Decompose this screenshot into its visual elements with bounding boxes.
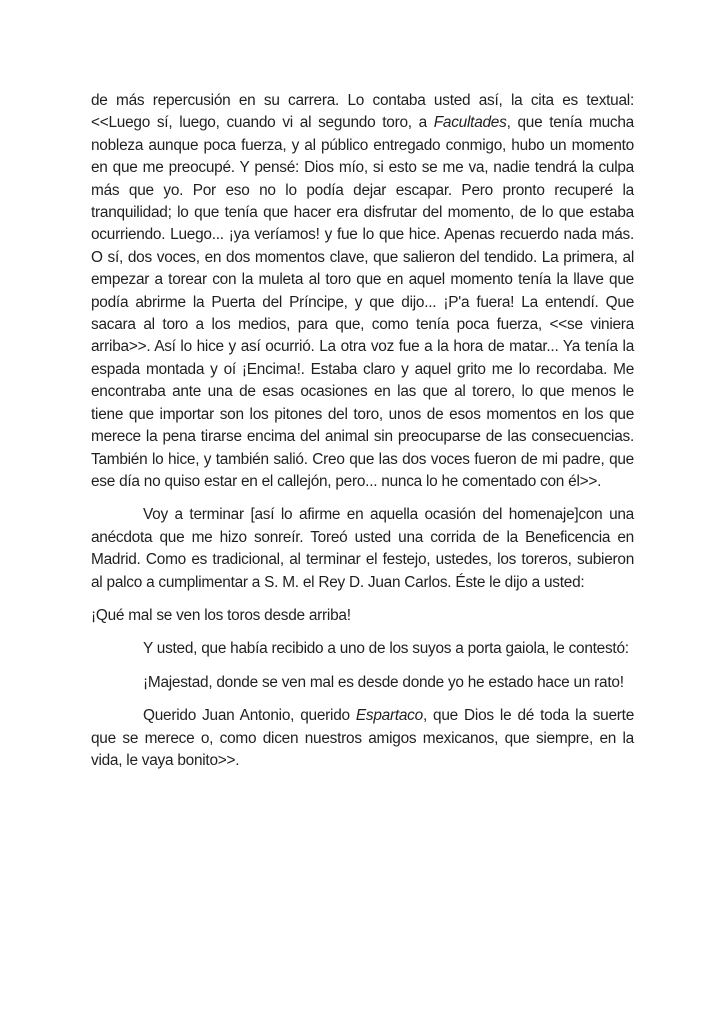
- text-run: ¡Qué mal se ven los toros desde arriba!: [91, 606, 351, 624]
- text-run: Y usted, que había recibido a uno de los suyos a porta gaiola, le contestó:: [143, 640, 629, 658]
- text-run: , que Dios le dé toda la suerte que se merece o, como dicen nuestros amigos mexicanos, que siempre, en la vida, le vaya bonito>>.: [91, 707, 634, 769]
- text-run: Querido Juan Antonio, querido: [143, 707, 356, 725]
- text-run: de más repercusión en su carrera. Lo contaba usted así, la cita es textual: <<Luego sí, luego, cuando vi al segundo toro, a: [91, 92, 634, 132]
- response-intro-paragraph: [91, 638, 634, 660]
- document-text-block: [91, 90, 634, 772]
- text-run-italic-facultades: Facultades: [433, 114, 507, 132]
- text-run: ¡Majestad, donde se ven mal es desde donde yo he estado hace un rato!: [143, 673, 624, 691]
- torero-reply-paragraph: [91, 672, 634, 694]
- king-quote-paragraph: [91, 605, 634, 627]
- text-run: Voy a terminar [así lo afirme en aquella ocasión del homenaje]con una anécdota que me hizo sonreír. Toreó usted una corrida de la Beneficencia en Madrid. Como es tradicional, al terminar el festejo, ustedes, los toreros, subieron al palco a cumplimentar a S. M. el Rey D. Juan Carlos. Éste le dijo a usted:: [91, 506, 634, 591]
- closing-anecdote-paragraph: [91, 504, 634, 594]
- text-run: , que tenía mucha nobleza aunque poca fuerza, y al público entregado conmigo, hubo un momento en que me preocupé. Y pensé: Dios mío, si esto se me va, nadie tendrá la culpa más que yo. Por eso no lo podía dejar escapar. Pero pronto recuperé la tranquilidad; lo que tenía que hacer era disfrutar del momento, de lo que estaba ocurriendo. Luego... ¡ya veríamos! y fue lo que hice. Apenas recuerdo nada más. O sí, dos voces, en dos momentos clave, que salieron del tendido. La primera, al empezar a torear con la muleta al toro que en aquel momento tenía la llave que podía abrirme la Puerta del Príncipe, y que dijo... ¡P'a fuera! La entendí. Que sacara al toro a los medios, para que, como tenía poca fuerza, <<se viniera arriba>>. Así lo hice y así ocurrió. La otra voz fue a la hora de matar... Ya tenía la espada montada y oí ¡Encima!. Estaba claro y aquel grito me lo recordaba. Me encontraba ante una de esas ocasiones en las que al torero, lo que menos le tiene que importar son los pitones del toro, unos de esos momentos en los que merece la pena tirarse encima del animal sin preocuparse de las consecuencias. También lo hice, y también salió. Creo que las dos voces fueron de mi padre, que ese día no quiso estar en el callejón, pero... nunca lo he comentado con él>>.: [91, 114, 634, 490]
- farewell-paragraph: [91, 705, 634, 772]
- text-run-italic-espartaco: Espartaco: [355, 707, 423, 725]
- quote-paragraph-continuation: [91, 90, 634, 493]
